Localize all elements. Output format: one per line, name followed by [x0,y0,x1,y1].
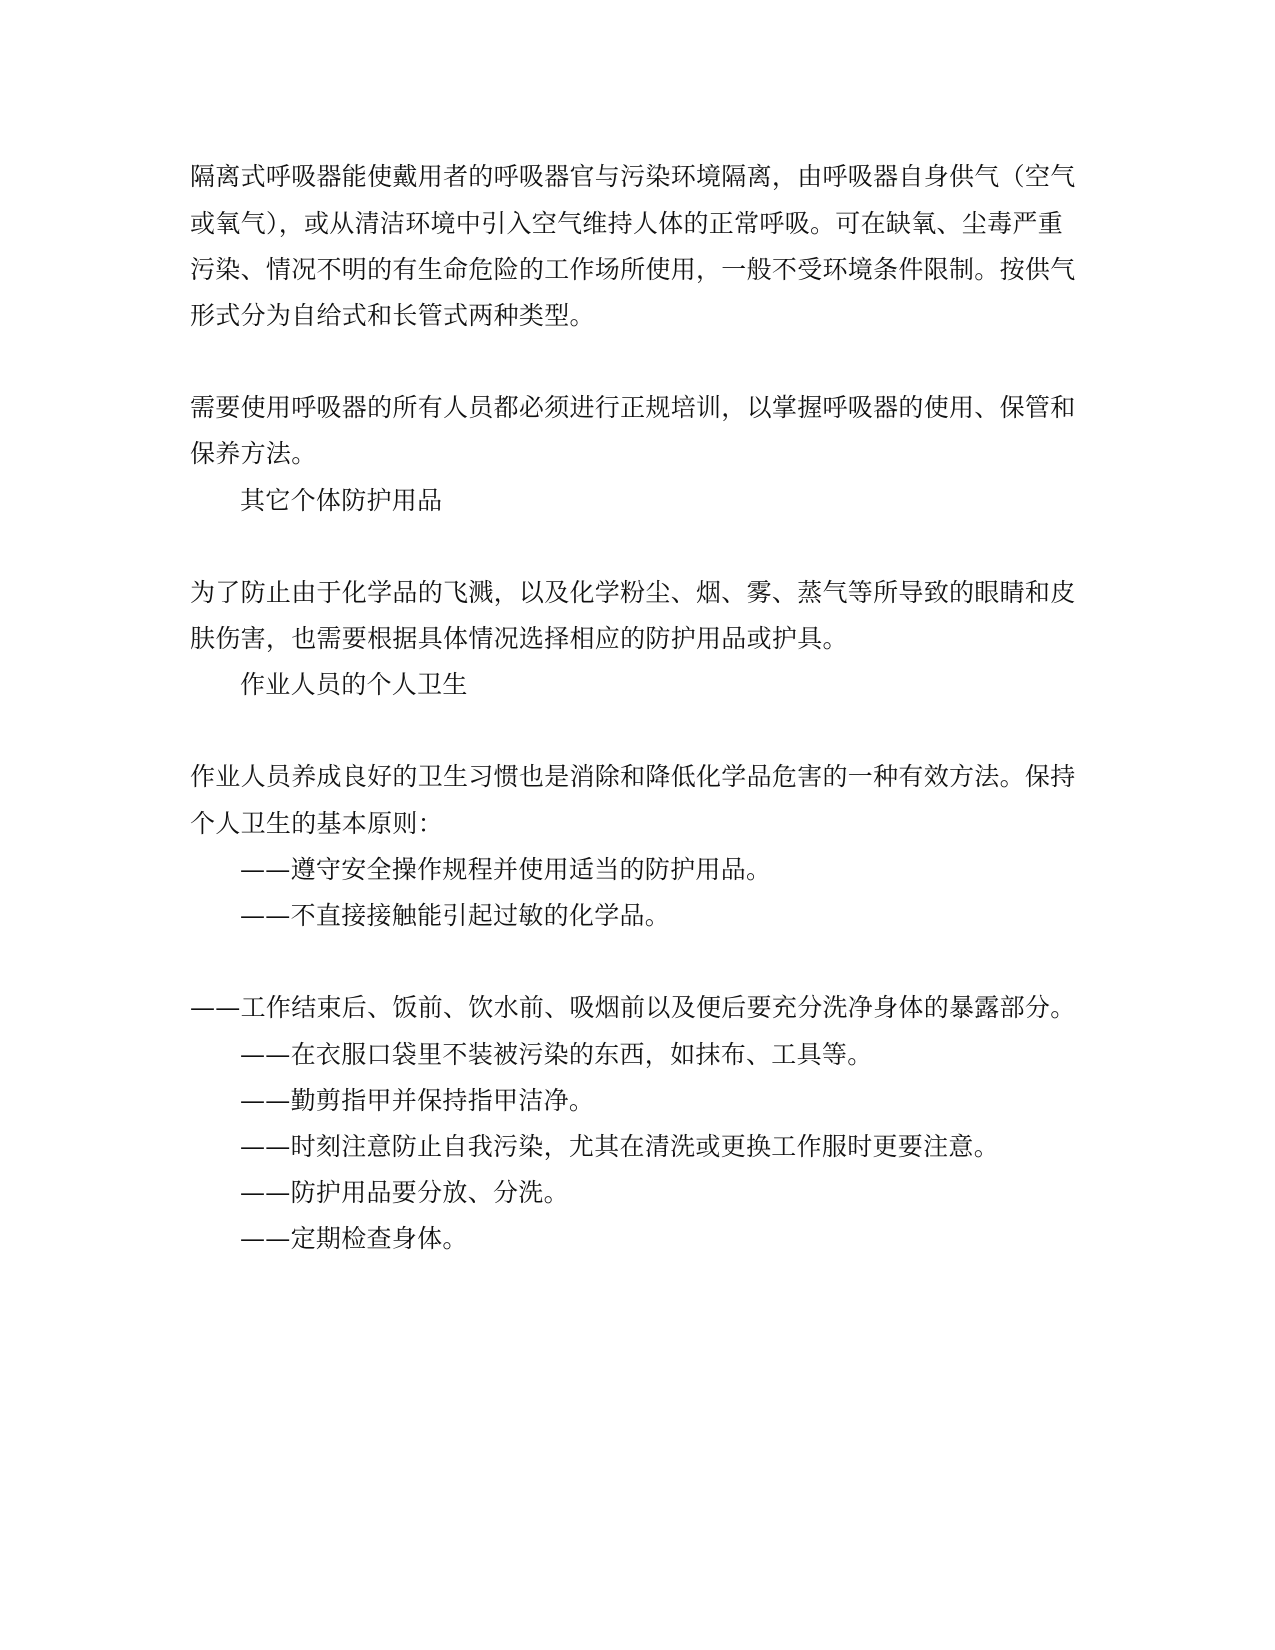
paragraph-line: 保养方法。 [190,439,317,468]
paragraph-line: 或氧气），或从清洁环境中引入空气维持人体的正常呼吸。可在缺氧、尘毒严重 [190,209,1064,238]
paragraph-line: 污染、情况不明的有生命危险的工作场所使用，一般不受环境条件限制。按供气 [190,255,1076,284]
list-item: ——防护用品要分放、分洗。 [240,1178,569,1207]
section-heading: 作业人员的个人卫生 [240,670,468,699]
list-item: ——定期检查身体。 [240,1224,468,1253]
list-item: ——时刻注意防止自我污染，尤其在清洗或更换工作服时更要注意。 [240,1132,1000,1161]
paragraph-line: 肤伤害，也需要根据具体情况选择相应的防护用品或护具。 [190,624,848,653]
paragraph-line: 需要使用呼吸器的所有人员都必须进行正规培训，以掌握呼吸器的使用、保管和 [190,393,1076,422]
paragraph-line: 作业人员养成良好的卫生习惯也是消除和降低化学品危害的一种有效方法。保持 [190,762,1076,791]
list-item: ——勤剪指甲并保持指甲洁净。 [240,1086,595,1115]
list-item: ——遵守安全操作规程并使用适当的防护用品。 [240,855,772,884]
paragraph-line: 为了防止由于化学品的飞溅，以及化学粉尘、烟、雾、蒸气等所导致的眼睛和皮 [190,578,1076,607]
paragraph-line: 隔离式呼吸器能使戴用者的呼吸器官与污染环境隔离，由呼吸器自身供气（空气 [190,162,1076,191]
section-heading: 其它个体防护用品 [240,486,443,515]
list-item: ——在衣服口袋里不装被污染的东西，如抹布、工具等。 [240,1040,873,1069]
paragraph-line: 个人卫生的基本原则： [190,809,444,838]
list-item: ——不直接接触能引起过敏的化学品。 [240,901,671,930]
list-item: ——工作结束后、饭前、饮水前、吸烟前以及便后要充分洗净身体的暴露部分。 [190,993,1076,1022]
paragraph-line: 形式分为自给式和长管式两种类型。 [190,301,595,330]
